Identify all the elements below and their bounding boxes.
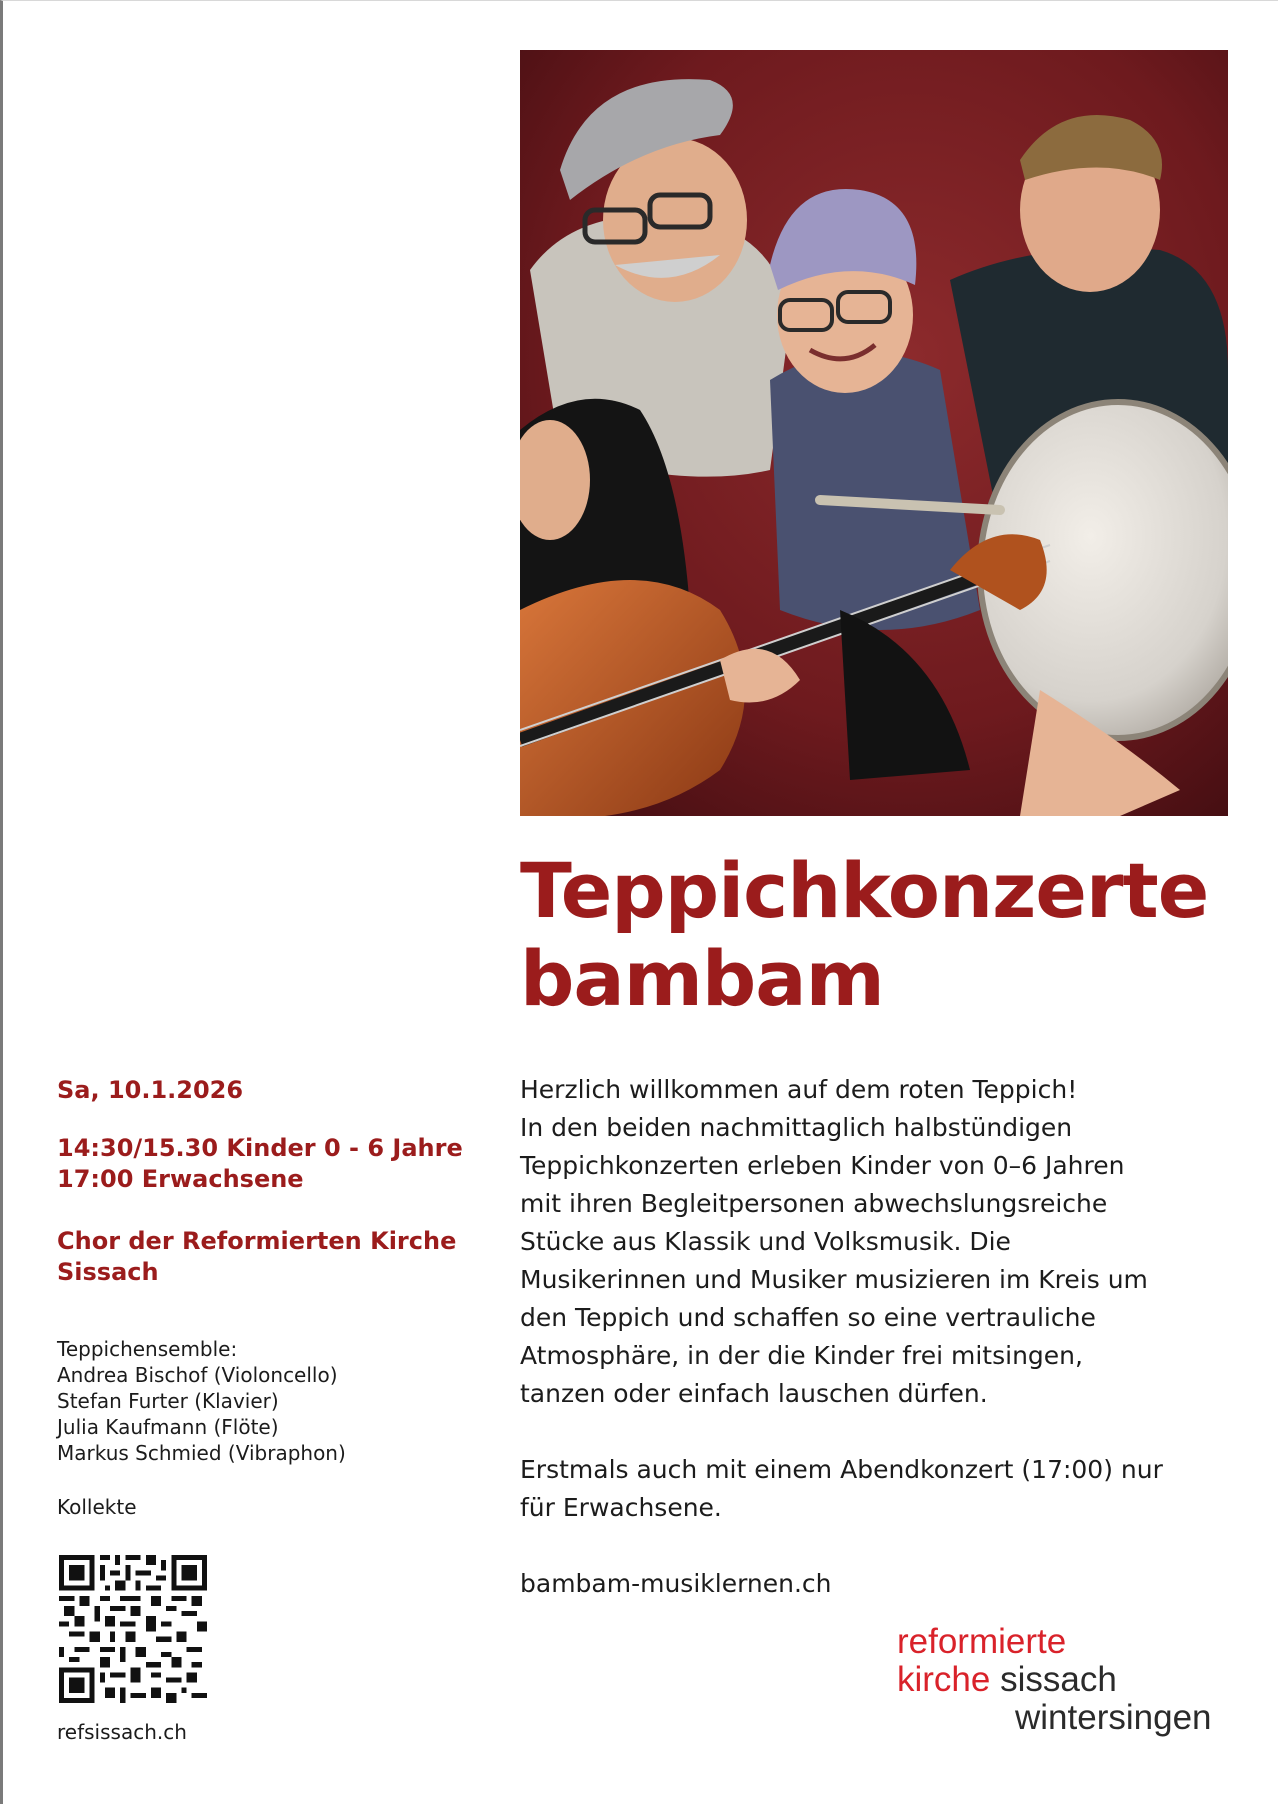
- logo-word-wintersingen: wintersingen: [1015, 1698, 1212, 1737]
- description-line: mit ihren Begleitpersonen abwechslungsreiche: [520, 1189, 1108, 1218]
- description-line: Atmosphäre, in der die Kinder frei mitsingen,: [520, 1341, 1083, 1370]
- bambam-website-link[interactable]: bambam-musiklernen.ch: [520, 1569, 832, 1598]
- church-logo: [897, 1623, 1257, 1737]
- description-line: In den beiden nachmittaglich halbstündigen: [520, 1113, 1073, 1142]
- logo-word-reformierte: reformierte: [897, 1622, 1067, 1661]
- event-times-line-1: 14:30/15.30 Kinder 0 - 6 Jahre: [57, 1134, 463, 1162]
- description-line: den Teppich und schaffen so eine vertrauliche: [520, 1303, 1096, 1332]
- ensemble-list: [57, 1336, 477, 1466]
- description-line: Herzlich willkommen auf dem roten Teppich!: [520, 1075, 1078, 1104]
- event-description: [520, 1071, 1260, 1603]
- qr-code-icon[interactable]: [59, 1555, 207, 1703]
- description-line: Musikerinnen und Musiker musizieren im Kreis um: [520, 1265, 1148, 1294]
- logo-word-sissach: sissach: [1000, 1660, 1117, 1699]
- ensemble-member: Markus Schmied (Vibraphon): [57, 1441, 346, 1465]
- logo-word-kirche: kirche: [897, 1660, 991, 1699]
- musicians-illustration: [520, 50, 1228, 816]
- church-website-link[interactable]: refsissach.ch: [57, 1720, 187, 1744]
- ensemble-member: Stefan Furter (Klavier): [57, 1389, 279, 1413]
- concert-title: [520, 847, 1260, 1023]
- event-organizer-line-1: Chor der Reformierten Kirche: [57, 1227, 457, 1255]
- event-times-line-2: 17:00 Erwachsene: [57, 1165, 304, 1193]
- ensemble-member: Andrea Bischof (Violoncello): [57, 1363, 338, 1387]
- ensemble-member: Julia Kaufmann (Flöte): [57, 1415, 279, 1439]
- description-line: Erstmals auch mit einem Abendkonzert (17:00) nur: [520, 1455, 1163, 1484]
- title-line-1: Teppichkonzerte: [520, 846, 1209, 935]
- description-line: Teppichkonzerten erleben Kinder von 0–6 Jahren: [520, 1151, 1125, 1180]
- description-paragraph-1: [520, 1071, 1260, 1413]
- event-organizer-line-2: Sissach: [57, 1258, 159, 1286]
- event-times: [57, 1133, 477, 1195]
- description-paragraph-2: [520, 1451, 1260, 1527]
- description-line: Stücke aus Klassik und Volksmusik. Die: [520, 1227, 1011, 1256]
- logo-row-2: [897, 1661, 1257, 1699]
- ensemble-heading: Teppichensemble:: [57, 1337, 238, 1361]
- qr-code-graphic: [59, 1555, 207, 1703]
- description-line: tanzen oder einfach lauschen dürfen.: [520, 1379, 988, 1408]
- description-line: für Erwachsene.: [520, 1493, 722, 1522]
- musicians-photo: [520, 50, 1228, 816]
- event-organizer: [57, 1226, 477, 1288]
- event-date: Sa, 10.1.2026: [57, 1076, 244, 1104]
- collection-label: Kollekte: [57, 1495, 137, 1519]
- event-details: [57, 1075, 477, 1520]
- title-line-2: bambam: [520, 934, 884, 1023]
